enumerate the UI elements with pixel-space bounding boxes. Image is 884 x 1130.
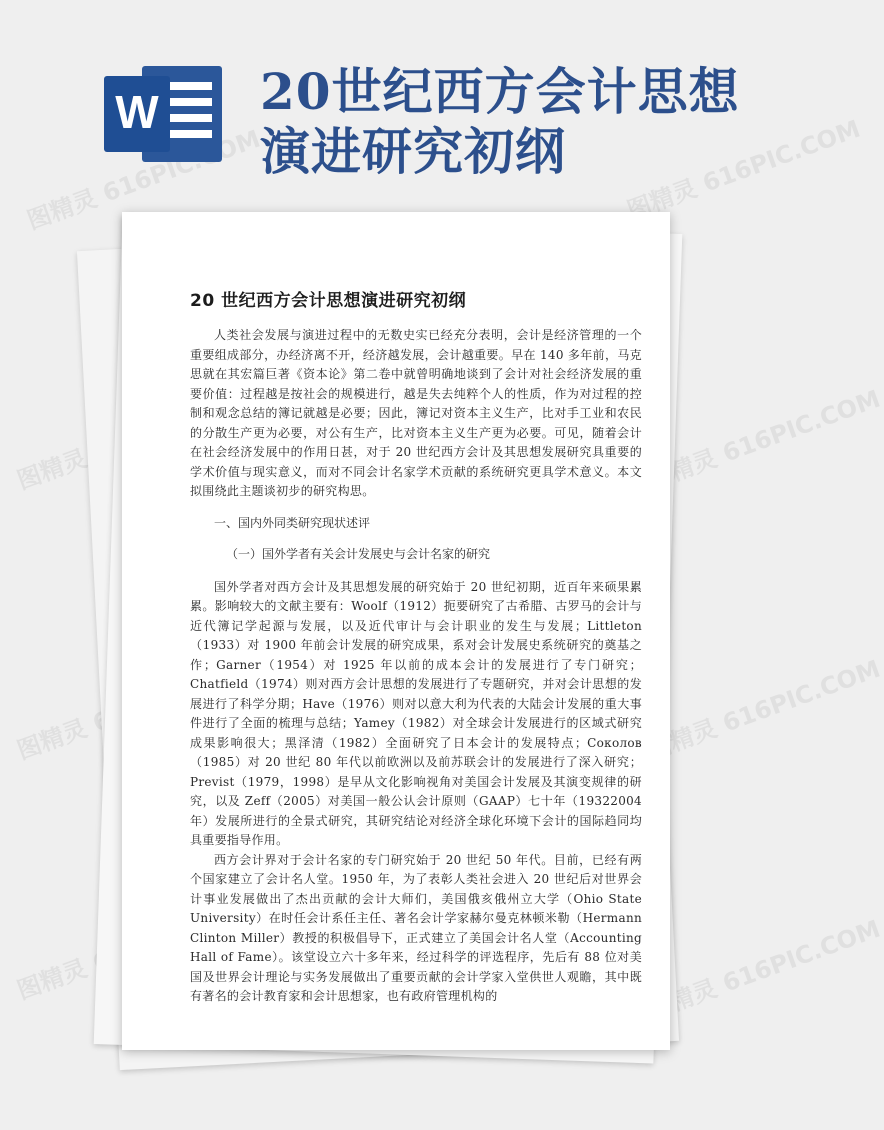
document-page <box>122 212 670 1050</box>
watermark: 图精灵 616PIC.COM <box>643 384 884 496</box>
watermark: 图精灵 <box>13 954 91 1006</box>
subsection-heading: （一）国外学者有关会计发展史与会计名家的研究 <box>226 547 491 561</box>
word-document-icon <box>104 62 226 166</box>
document-body <box>190 326 642 1007</box>
watermark: 图精灵 616PIC.COM <box>643 654 884 766</box>
title-line-2: 演进研究初纲 <box>260 122 566 181</box>
watermark: 图精灵 616PIC.COM <box>23 124 264 236</box>
title-line-1: 20世纪西方会计思想 <box>260 62 740 121</box>
watermark: 图精灵 <box>13 444 91 496</box>
watermark: 图精灵 616PIC.COM <box>623 114 864 226</box>
paragraph-literature: 国外学者对西方会计及其思想发展的研究始于 20 世纪初期，近百年来硕果累累。影响较大的文献主要有：Woolf（1912）扼要研究了古希腊、古罗马的会计与近代簿记学起源与发展，以及近代审计与会计职业的发生与发展；Littleton（1933）对 1900 年前会计发展的研究成果，系对会计发展史系统研究的奠基之作；Garner（1954）对 1925 年以前的成本会计的发展进行了专门研究；Chatfield（1974）则对西方会计思想的发展进行了专题研究，并对会计思想的发展进行了科学分期；Have（1976）则对以意大利为代表的大陆会计发展的重大事件进行了全面的梳理与总结；Yamey（1982）对全球会计发展进行的区域式研究成果影响很大；黑泽清（1982）全面研究了日本会计的发展特点；Соколов（1985）对 20 世纪 80 年代以前欧洲以及前苏联会计的发展进行了深入研究；Previst（1979，1998）是早从文化影响视角对美国会计发展及其演变规律的研究，以及 Zeff（2005）对美国一般公认会计原则（GAAP）七十年（19322004 年）发展所进行的全景式研究，其研究结论对经济全球化环境下会计的国际趋同均具重要指导作用。 <box>190 579 642 847</box>
section-heading: 一、国内外同类研究现状述评 <box>214 515 371 530</box>
page-title <box>260 62 780 182</box>
paragraph-hall-of-fame: 西方会计界对于会计名家的专门研究始于 20 世纪 50 年代。目前，已经有两个国家建立了会计名人堂。1950 年，为了表彰人类社会进入 20 世纪后对世界会计事业发展做出了杰出贡献的会计大师们，美国俄亥俄州立大学（Ohio State University）在时任会计系任主任、著名会计学家赫尔曼克林顿米勒（Hermann Clinton Miller）教授的积极倡导下，正式建立了美国会计名人堂（Accounting Hall of Fame）。该堂设立六十多年来，经过科学的评选程序，先后有 88 位对美国及世界会计理论与实务发展做出了重要贡献的会计学家入堂供世人观瞻，其中既有著名的会计教育家和会计思想家，也有政府管理机构的 <box>190 852 642 1003</box>
document-title: 20 世纪西方会计思想演进研究初纲 <box>190 291 467 311</box>
watermark: 图精灵 <box>13 714 91 766</box>
watermark: 图精灵 616PIC.COM <box>643 914 884 1026</box>
word-icon-letter: W <box>115 86 159 138</box>
paragraph-intro: 人类社会发展与演进过程中的无数史实已经充分表明，会计是经济管理的一个重要组成部分，办经济离不开，经济越发展，会计越重要。早在 140 多年前，马克思就在其宏篇巨著《资本论》第二卷中就曾明确地谈到了会计对社会经济发展的重要价值：过程越是按社会的规模进行，越是失去纯粹个人的性质，作为对过程的控制和观念总结的簿记就越是必要；因此，簿记对资本主义生产，比对手工业和农民的分散生产更为必要，对公有生产，比对资本主义生产更为必要。可见，随着会计在社会经济发展中的作用日甚，对于 20 世纪西方会计及其思想发展研究具重要的学术价值与现实意义，而对不同会计名家学术贡献的系统研究更具学术意义。本文拟围绕此主题谈初步的研究构思。 <box>190 328 642 498</box>
